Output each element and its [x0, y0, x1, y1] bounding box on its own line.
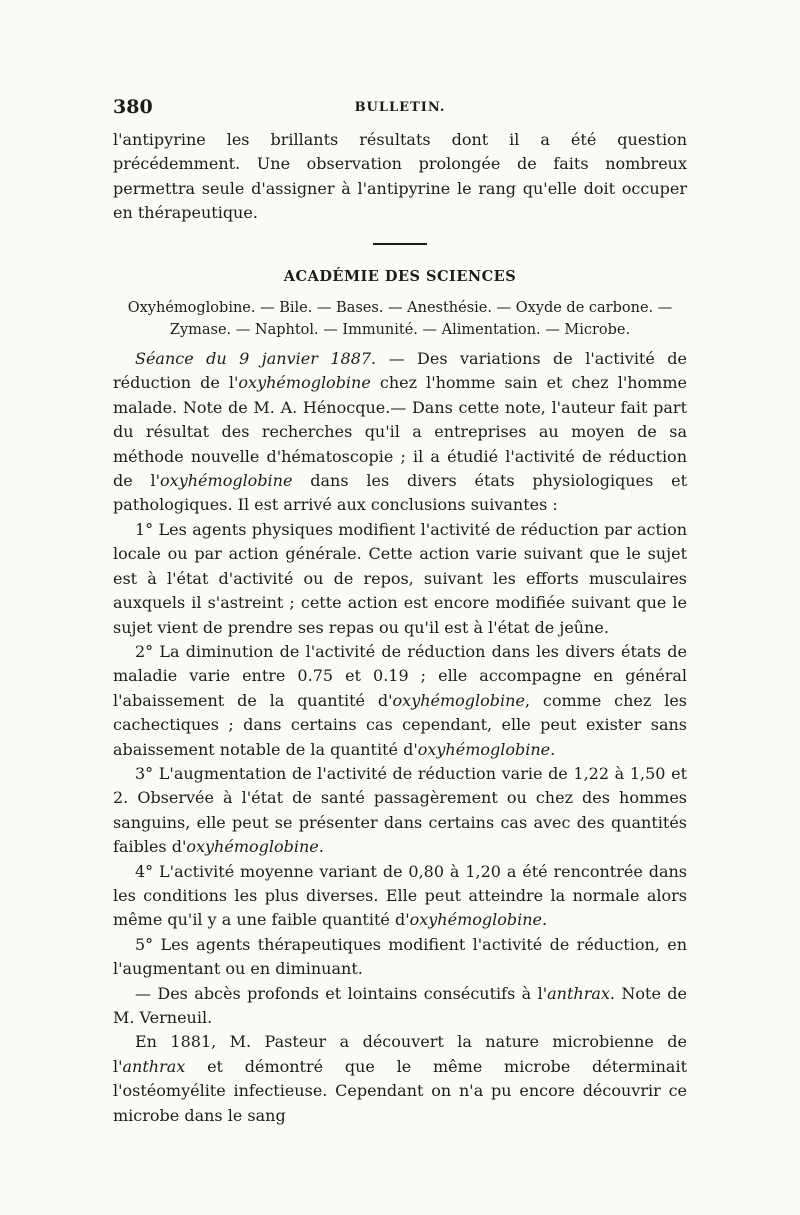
italic-term: oxyhémoglobine — [417, 739, 551, 759]
italic-term: oxyhémoglobine — [392, 690, 525, 710]
italic-term: oxyhémoglobine — [238, 373, 371, 393]
text-run: dans les divers états physiologiques et pathologiques. Il est arrivé aux conclusions suivantes : — [113, 471, 688, 515]
italic-term: anthrax — [547, 983, 610, 1003]
section-title: ACADÉMIE DES SCIENCES — [283, 267, 517, 285]
body-text — [113, 128, 687, 1128]
conclusion-3 — [113, 762, 687, 860]
conclusion-1: 1° Les agents physiques modifient l'activité de réduction par action locale ou par action générale. Cette action varie suivant que le sujet est à l'état d'activité ou de repos, suivant les efforts musculaires auxquels il s'astreint ; cette action est encore modifiée suivant que le sujet vient de prendre ses repas ou qu'il est à l'état de jeûne. — [113, 519, 687, 637]
conclusion-2 — [113, 640, 687, 762]
text-run: . — [318, 837, 324, 857]
seance-date: Séance du 9 janvier 1887. — [135, 349, 377, 369]
text-run: , comme chez les cachectiques ; dans certains cas cependant, elle peut exister sans abaissement notable de la quantité d' — [113, 690, 687, 759]
text-run: 4° L'activité moyenne variant de 0,80 à 1,20 a été rencontrée dans les conditions les plus diverses. Elle peut atteindre la normale alors même qu'il y a une faible quantité d' — [113, 861, 687, 930]
seance-paragraph — [113, 347, 687, 518]
text-run: 3° L'augmentation de l'activité de réduction varie de 1,22 à 1,50 et 2. Observée à l'état de santé passagèrement ou chez des hommes sanguins, elle peut se présenter dans certains cas avec des quantités faibles d' — [113, 763, 687, 857]
conclusion-5: 5° Les agents thérapeutiques modifient l'activité de réduction, en l'augmentant ou en diminuant. — [113, 934, 687, 979]
conclusion-4 — [113, 860, 687, 933]
text-run: 2° La diminution de l'activité de réduction dans les divers états de maladie varie entre 0.75 et 0.19 ; elle accompagne en général l'abaissement de la quantité d' — [113, 641, 687, 710]
abces-paragraph — [113, 982, 687, 1031]
page-number: 380 — [113, 96, 153, 118]
page-header — [113, 96, 687, 122]
text-run: — Des abcès profonds et lointains consécutifs à l' — [135, 983, 548, 1003]
text-run: chez l'homme sain et chez l'homme malade. Note de M. A. Hénocque.— Dans cette note, l'auteur fait part du résultat des recherches qu'il a entreprises au moyen de sa méthode nouvelle d'hématoscopie ; il a étudié l'activité de réduction de l' — [113, 373, 687, 491]
topics-line: Oxyhémoglobine. — Bile. — Bases. — Anesthésie. — Oxyde de carbone. — — [127, 300, 673, 317]
section-divider — [373, 243, 427, 245]
running-head: BULLETIN. — [354, 100, 446, 115]
intro-paragraph: l'antipyrine les brillants résultats dont il a été question précédemment. Une observation prolongée de faits nombreux permettra seule d'assigner à l'antipyrine le rang qu'elle doit occuper en thérapeutique. — [113, 130, 687, 223]
text-run: . — [542, 910, 548, 930]
text-run: . Note de M. Verneuil. — [113, 983, 688, 1027]
italic-term: anthrax — [122, 1056, 186, 1076]
section-topics — [113, 297, 687, 341]
italic-term: oxyhémoglobine — [160, 471, 293, 491]
text-run: — Des variations de l'activité de réduction de l' — [113, 349, 688, 393]
text-run: et démontré que le même microbe déterminait l'ostéomyélite infectieuse. Cependant on n'a pu encore découvrir ce microbe dans le sang — [113, 1056, 687, 1125]
text-run: . — [550, 739, 556, 759]
pasteur-paragraph — [113, 1030, 687, 1128]
italic-term: oxyhémoglobine — [409, 910, 543, 930]
text-run: En 1881, M. Pasteur a découvert la nature microbienne de l' — [113, 1032, 687, 1076]
italic-term: oxyhémoglobine — [186, 837, 319, 857]
topics-line: Zymase. — Naphtol. — Immunité. — Alimentation. — Microbe. — [169, 322, 631, 339]
